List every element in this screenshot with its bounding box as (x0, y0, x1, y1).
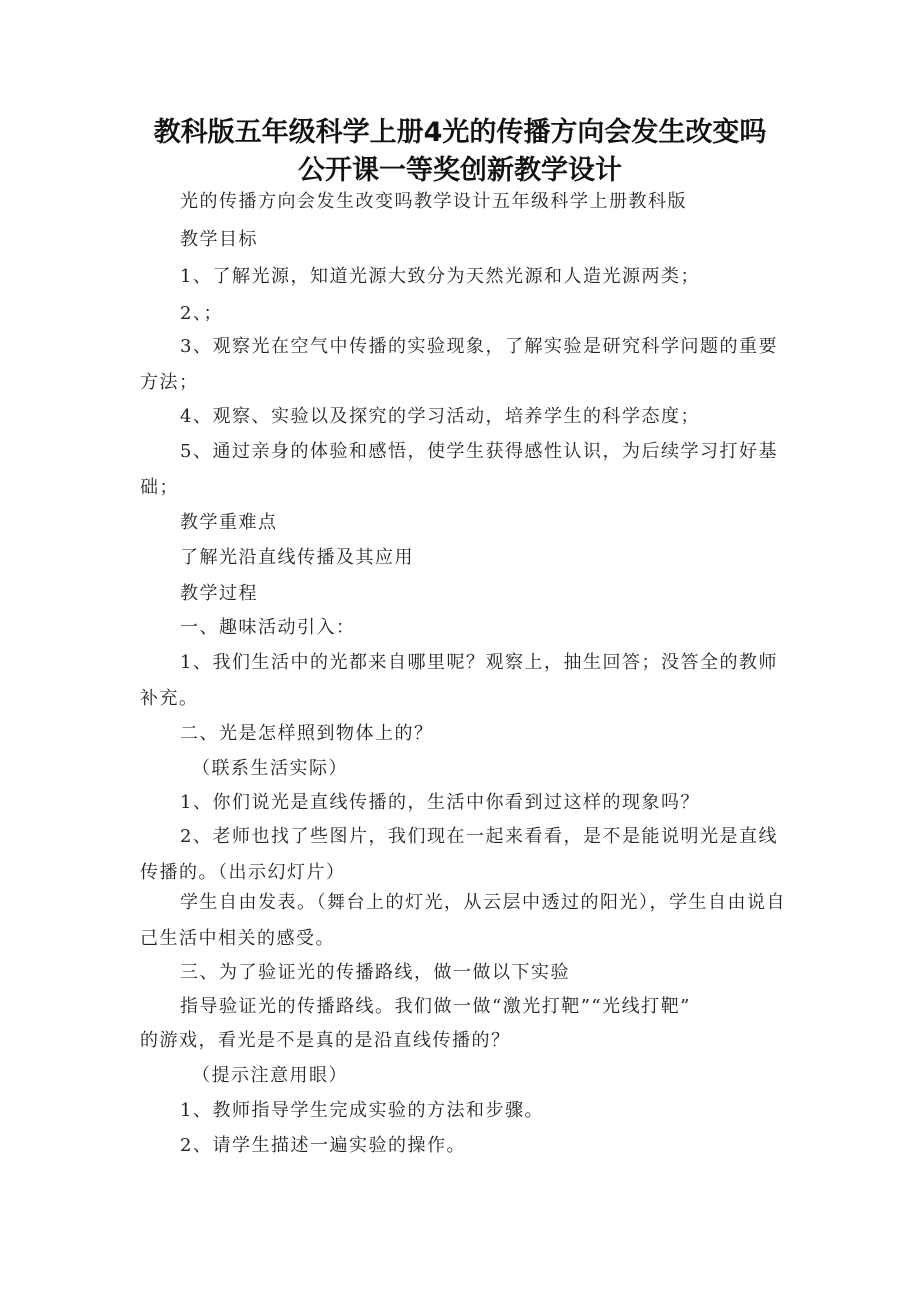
section-3-heading: 三、为了验证光的传播路线，做一做以下实验 (180, 962, 570, 983)
goal-item-4: 4、观察、实验以及探究的学习活动，培养学生的科学态度； (180, 406, 700, 427)
document-title-line-1: 教科版五年级科学上册4光的传播方向会发生改变吗 (153, 117, 767, 148)
section-2-item-1: 1、你们说光是直线传播的，生活中你看到过这样的现象吗？ (180, 792, 700, 813)
heading-teaching-process: 教学过程 (180, 583, 258, 604)
section-2-student-response: 学生自由发表。（舞台上的灯光，从云层中透过的阳光），学生自由说自己生活中相关的感受。 (140, 892, 786, 949)
goal-item-2: 2、； (180, 303, 223, 324)
section-2-item-2: 2、老师也找了些图片，我们现在一起来看看，是不是能说明光是直线传播的。（出示幻灯片） (140, 826, 778, 883)
heading-teaching-goals: 教学目标 (180, 229, 258, 250)
section-2-note: （联系生活实际） (192, 758, 348, 779)
heading-key-difficulties: 教学重难点 (180, 512, 278, 533)
section-1-heading: 一、趣味活动引入： (180, 617, 356, 638)
section-1-item-1: 1、我们生活中的光都来自哪里呢？观察上，抽生回答；没答全的教师补充。 (140, 652, 778, 709)
section-3-note: （提示注意用眼） (192, 1065, 348, 1086)
goal-item-3: 3、观察光在空气中传播的实验现象，了解实验是研究科学问题的重要方法； (140, 336, 778, 393)
section-3-item-2: 2、请学生描述一遍实验的操作。 (180, 1135, 466, 1156)
subtitle-paragraph: 光的传播方向会发生改变吗教学设计五年级科学上册教科版 (180, 191, 687, 212)
key-difficulty-text: 了解光沿直线传播及其应用 (180, 547, 414, 568)
goal-item-5: 5、通过亲身的体验和感悟，使学生获得感性认识，为后续学习打好基础； (140, 441, 778, 498)
section-2-heading: 二、光是怎样照到物体上的？ (180, 723, 434, 744)
document-title-line-2: 公开课一等奖创新教学设计 (298, 155, 622, 186)
goal-item-1: 1、了解光源，知道光源大致分为天然光源和人造光源两类； (180, 266, 700, 287)
section-3-item-1: 1、教师指导学生完成实验的方法和步骤。 (180, 1100, 544, 1121)
section-3-guidance: 指导验证光的传播路线。我们做一做“激光打靶”“光线打靶” (180, 996, 691, 1017)
section-3-guidance-continued: 的游戏，看光是不是真的是沿直线传播的？ (140, 1030, 511, 1051)
